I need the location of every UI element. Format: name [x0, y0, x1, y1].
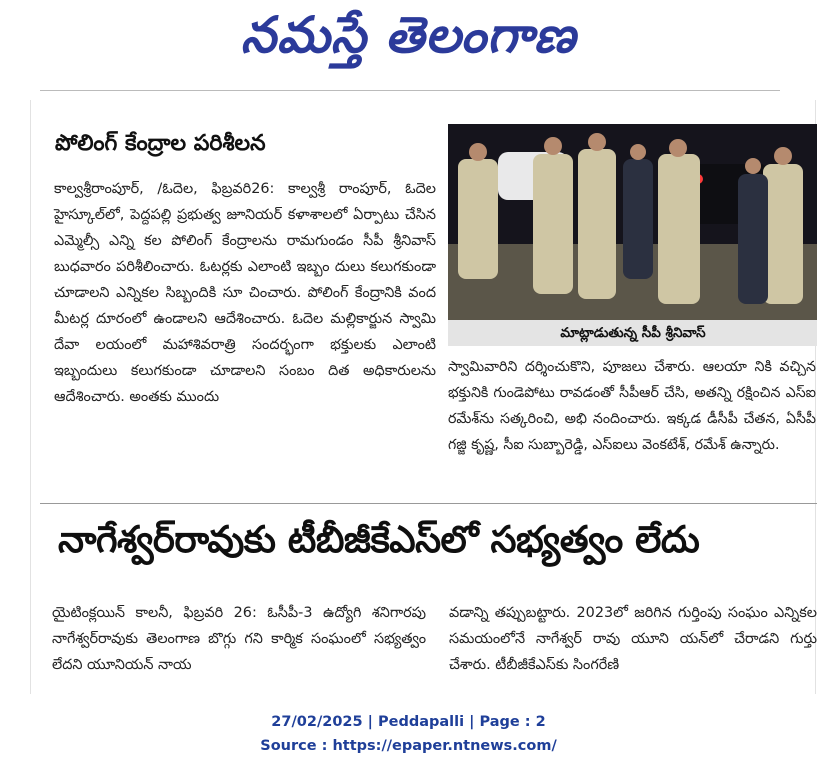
- section-divider: [40, 503, 817, 504]
- newspaper-logo: నమస్తే తెలంగాణ: [240, 6, 577, 64]
- footer-source-link[interactable]: Source : https://epaper.ntnews.com/: [260, 738, 557, 754]
- article2-column1: [52, 600, 426, 678]
- article1-body: [54, 176, 436, 410]
- article1-body-text: కాల్వశ్రీరాంపూర్, /ఓదెల, ఫిబ్రవరి26: కాల్వశ్రీ రాంపూర్, ఓదెల హైస్కూల్‌లో, పెద్దపల్లి ప్రభుత్వ జూనియర్ కళాశాలలో ఏర్పాటు చేసిన ఎమ్మెల్సీ ఎన్ని కల పోలింగ్ కేంద్రాలను రామగుండం సీపీ శ్రీనివాస్ బుధవారం పరిశీలించారు. ఓటర్లకు ఎలాంటి ఇబ్బం దులు కలుగకుండా చూడాలని ఎన్నికల సిబ్బందికి సూ చించారు. పోలింగ్ కేంద్రానికి వంద మీటర్ల దూరంలో ఉండాలని ఆదేశించారు. ఓదెల మల్లికార్జున స్వామి దేవా లయంలో మహాశివరాత్రి సందర్భంగా భక్తులకు ఎలాంటి ఇబ్బందులు కలుగకుండా చూడాలని సంబం దిత అధికారులను ఆదేశించారు. అంతకు ముందు: [54, 181, 436, 405]
- footer: [0, 710, 817, 758]
- cut-off-text-strip: [40, 90, 780, 101]
- page-border-left: [30, 100, 31, 695]
- article2-headline: నాగేశ్వర్‌రావుకు టీబీజీకేఎస్‌లో సభ్యత్వం లేదు: [58, 518, 700, 561]
- article2-column1-text: యైటింక్లయిన్ కాలనీ, ఫిబ్రవరి 26: ఓసీపీ-3 ఉద్యోగి శనిగారపు నాగేశ్వర్‌రావుకు తెలంగాణ బొగ్గు గని కార్మిక సంఘంలో సభ్యత్వం లేదని యూనియన్ నాయ: [52, 605, 426, 673]
- article1-continued-text: స్వామివారిని దర్శించుకొని, పూజలు చేశారు. ఆలయా నికి వచ్చిన భక్తునికి గుండెపోటు రావడంతో సీపీఆర్ చేసి, అతన్ని రక్షించిన ఎస్ఐ రమేశ్‌ను సత్కరించి, అభి నందించారు. ఇక్కడ డీసీపీ చేతన, ఏసీపీ గజ్జి కృష్ణ, సీఐ సుబ్బారెడ్డి, ఎస్ఐలు వెంకటేశ్, రమేశ్ ఉన్నారు.: [448, 359, 816, 453]
- footer-date-edition: 27/02/2025 | Peddapalli | Page : 2: [271, 714, 546, 730]
- news-photo: [448, 124, 817, 320]
- article2-column2: [449, 600, 817, 678]
- article2-column2-text: వడాన్ని తప్పుబట్టారు. 2023లో జరిగిన గుర్తింపు సంఘం ఎన్నికల సమయంలోనే నాగేశ్వర్ రావు యూని యన్‌లో చేరాడని గుర్తు చేశారు. టీబీజీకేఎస్‌కు సింగరేణి: [449, 605, 817, 673]
- photo-scene: [448, 124, 817, 320]
- masthead: [0, 0, 817, 92]
- article1-headline: పోలింగ్ కేంద్రాల పరిశీలన: [55, 131, 266, 156]
- article1-continued: [448, 354, 816, 458]
- photo-caption: మాట్లాడుతున్న సీపీ శ్రీనివాస్: [448, 320, 817, 346]
